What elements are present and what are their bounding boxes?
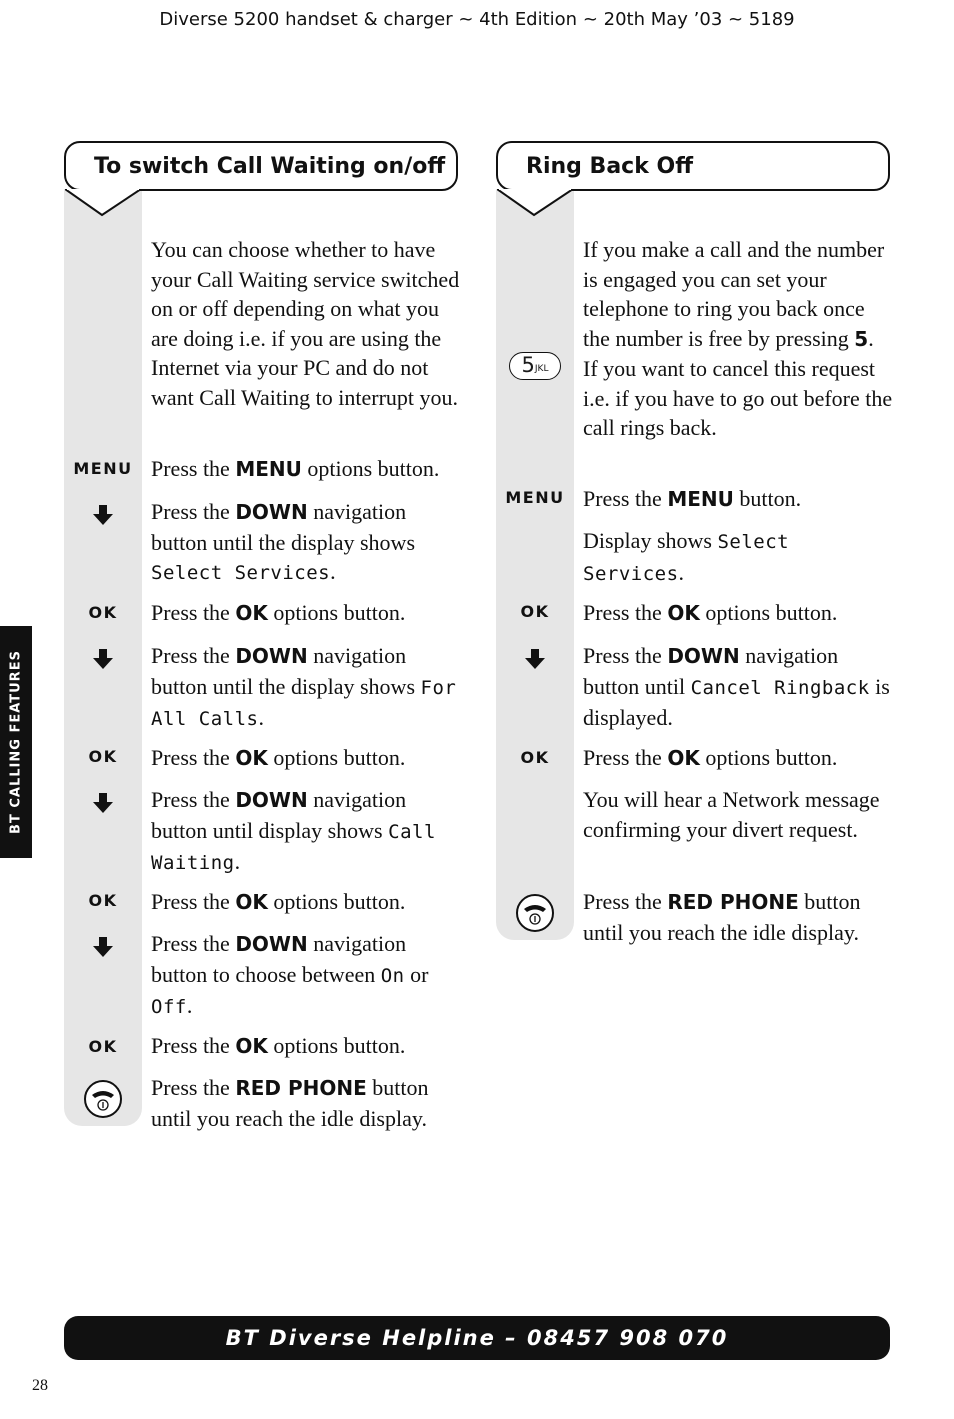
step-text: Press the DOWN navigation button until Cancel Ringback is displayed. — [583, 643, 890, 730]
section-call-waiting — [64, 141, 460, 1131]
page-number: 28 — [32, 1377, 48, 1394]
title-pointer — [497, 189, 575, 219]
down-arrow-icon — [64, 791, 142, 820]
section-title: To switch Call Waiting on/off — [94, 154, 446, 179]
ok-key-label: OK — [88, 747, 118, 766]
ok-key-label: OK — [88, 603, 118, 622]
step-text: Press the OK options button. — [583, 600, 838, 625]
menu-key-label: MENU — [505, 488, 565, 507]
display-text: Cancel Ringback — [690, 676, 870, 699]
ok-key-label: OK — [88, 1037, 118, 1056]
step-text: Press the DOWN navigation button until the display shows For All Calls. — [151, 643, 457, 730]
down-arrow-icon — [64, 647, 142, 676]
section-ring-back-off — [496, 141, 893, 945]
red-phone-icon — [496, 893, 574, 938]
title-pointer — [65, 189, 143, 219]
step-text: Press the OK options button. — [151, 1033, 406, 1058]
step-text: You will hear a Network message confirming your divert request. — [583, 787, 880, 842]
step-text: Press the MENU button. — [583, 486, 802, 511]
display-text: Select Services — [151, 562, 331, 584]
icon-column — [496, 189, 574, 940]
ok-key-label: OK — [88, 891, 118, 910]
step-text: Press the DOWN navigation button until the display shows Select Services. — [151, 499, 415, 584]
display-text: On — [380, 964, 405, 987]
intro-paragraph: If you make a call and the number is engaged you can set your telephone to ring you back once the number is free by pressing 5. If you want to cancel this request i.e. if you have to go out before the call rings back. — [583, 237, 893, 440]
step-text: Press the RED PHONE button until you reach the idle display. — [151, 1075, 429, 1131]
page-header: Diverse 5200 handset & charger ~ 4th Edition ~ 20th May ’03 ~ 5189 — [159, 9, 795, 30]
down-arrow-icon — [496, 647, 574, 676]
side-tab — [0, 626, 32, 858]
down-arrow-icon — [64, 935, 142, 964]
step-text: Press the DOWN navigation button until display shows Call Waiting. — [151, 787, 436, 874]
side-tab-label: BT CALLING FEATURES — [8, 650, 24, 834]
display-text: Call Waiting — [151, 820, 436, 874]
step-text: Press the OK options button. — [583, 745, 838, 770]
menu-key-label: MENU — [73, 459, 133, 478]
ok-key-label: OK — [520, 602, 550, 621]
section-title-box — [64, 141, 458, 191]
display-text: Off — [151, 996, 187, 1018]
step-text: Press the OK options button. — [151, 745, 406, 770]
key-5-icon: 5JKL — [496, 352, 574, 380]
display-text: Select Services — [583, 531, 790, 585]
step-text: Display shows Select Services. — [583, 528, 790, 585]
step-text: Press the DOWN navigation button to choose between On or Off. — [151, 931, 429, 1018]
helpline-banner: BT Diverse Helpline – 08457 908 070 — [64, 1316, 890, 1360]
step-text: Press the MENU options button. — [151, 456, 440, 481]
step-text: Press the OK options button. — [151, 600, 406, 625]
ok-key-label: OK — [520, 748, 550, 767]
section-title-box — [496, 141, 890, 191]
display-text: For All Calls — [151, 676, 457, 730]
section-title: Ring Back Off — [526, 154, 694, 179]
red-phone-icon — [64, 1079, 142, 1124]
down-arrow-icon — [64, 503, 142, 532]
step-text: Press the OK options button. — [151, 889, 406, 914]
step-text: Press the RED PHONE button until you reach the idle display. — [583, 889, 861, 945]
intro-paragraph: You can choose whether to have your Call Waiting service switched on or off depending on what you are doing i.e. if you are using the Internet via your PC and do not want Call Waiting to interrupt you. — [151, 237, 460, 410]
